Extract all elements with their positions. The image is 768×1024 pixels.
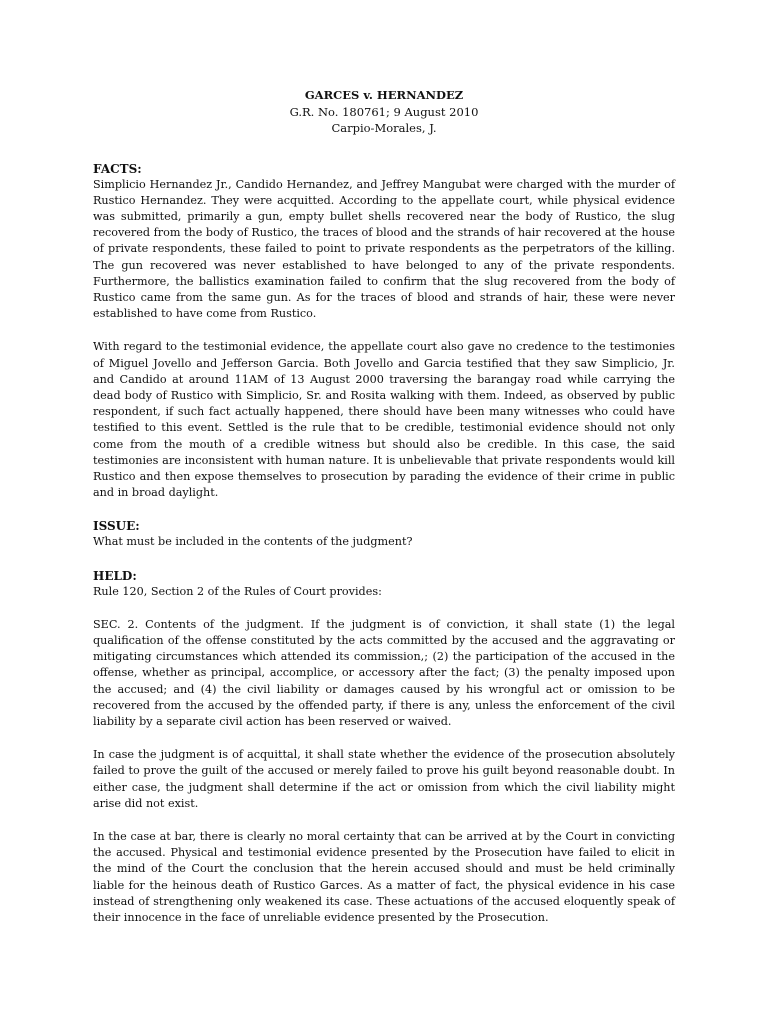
facts-paragraph-2: With regard to the testimonial evidence, the appellate court also gave no credence to the testimonies of Miguel Jovello and Jefferson Garcia. Both Jovello and Garcia testified that they saw Simplicio, Jr. and Candido at around 11AM of 13 August 2000 traversing the barangay road while carrying the dead body of Rustico with Simplicio, Sr. and Rosita walking with them. Indeed, as observed by public respondent, if such fact actually happened, there should have been many witnesses who could have testified to this event. Settled is the rule that to be credible, testimonial evidence should not only come from the mouth of a credible witness but should also be credible. In this case, the said testimonies are inconsistent with human nature. It is unbelievable that private respondents would kill Rustico and then expose themselves to prosecution by parading the evidence of their crime in public and in broad daylight. — [93, 340, 675, 500]
issue-text: What must be included in the contents of the judgment? — [93, 535, 413, 549]
held-heading: HELD: — [93, 568, 137, 583]
case-header — [93, 87, 675, 137]
case-title: GARCES v. HERNANDEZ — [304, 88, 464, 102]
held-paragraph-1: Rule 120, Section 2 of the Rules of Court provides: — [93, 584, 382, 598]
issue-heading: ISSUE: — [93, 519, 140, 534]
facts-heading: FACTS: — [93, 161, 142, 176]
held-paragraph-3: In case the judgment is of acquittal, it shall state whether the evidence of the prosecution absolutely failed to prove the guilt of the accused or merely failed to prove his guilt beyond reasonable doubt. In either case, the judgment shall determine if the act or omission from which the civil liability might arise did not exist. — [93, 748, 675, 810]
held-paragraph-2: SEC. 2. Contents of the judgment. If the judgment is of conviction, it shall state (1) the legal qualification of the offense constituted by the acts committed by the accused and the aggravating or mitigating circumstances which attended its commission,; (2) the participation of the accused in the offense, whether as principal, accomplice, or accessory after the fact; (3) the penalty imposed upon the accused; and (4) the civil liability or damages caused by his wrongful act or omission to be recovered from the accused by the offended party, if there is any, unless the enforcement of the civil liability by a separate civil action has been reserved or waived. — [93, 617, 675, 728]
facts-section — [93, 161, 675, 502]
ponente: Carpio-Morales, J. — [331, 121, 437, 135]
held-section — [93, 568, 675, 927]
document-page — [93, 87, 675, 926]
issue-section — [93, 518, 675, 550]
case-citation: G.R. No. 180761; 9 August 2010 — [289, 104, 479, 119]
held-paragraph-4: In the case at bar, there is clearly no moral certainty that can be arrived at by the Court in convicting the accused. Physical and testimonial evidence presented by the Prosecution have failed to elicit in the mind of the Court the conclusion that the herein accused should and must be held criminally liable for the heinous death of Rustico Garces. As a matter of fact, the physical evidence in his case instead of strengthening only weakened its case. These actuations of the accused eloquently speak of their innocence in the face of unreliable evidence presented by the Prosecution. — [93, 830, 675, 925]
facts-paragraph-1: Simplicio Hernandez Jr., Candido Hernandez, and Jeffrey Mangubat were charged with the murder of Rustico Hernandez. They were acquitted. According to the appellate court, while physical evidence was submitted, primarily a gun, empty bullet shells recovered near the body of Rustico, the slug recovered from the body of Rustico, the traces of blood and the strands of hair recovered at the house of private respondents, these failed to point to private respondents as the perpetrators of the killing. The gun recovered was never established to have belonged to any of the private respondents. Furthermore, the ballistics examination failed to confirm that the slug recovered from the body of Rustico came from the same gun. As for the traces of blood and strands of hair, these were never established to have come from Rustico. — [93, 177, 675, 321]
